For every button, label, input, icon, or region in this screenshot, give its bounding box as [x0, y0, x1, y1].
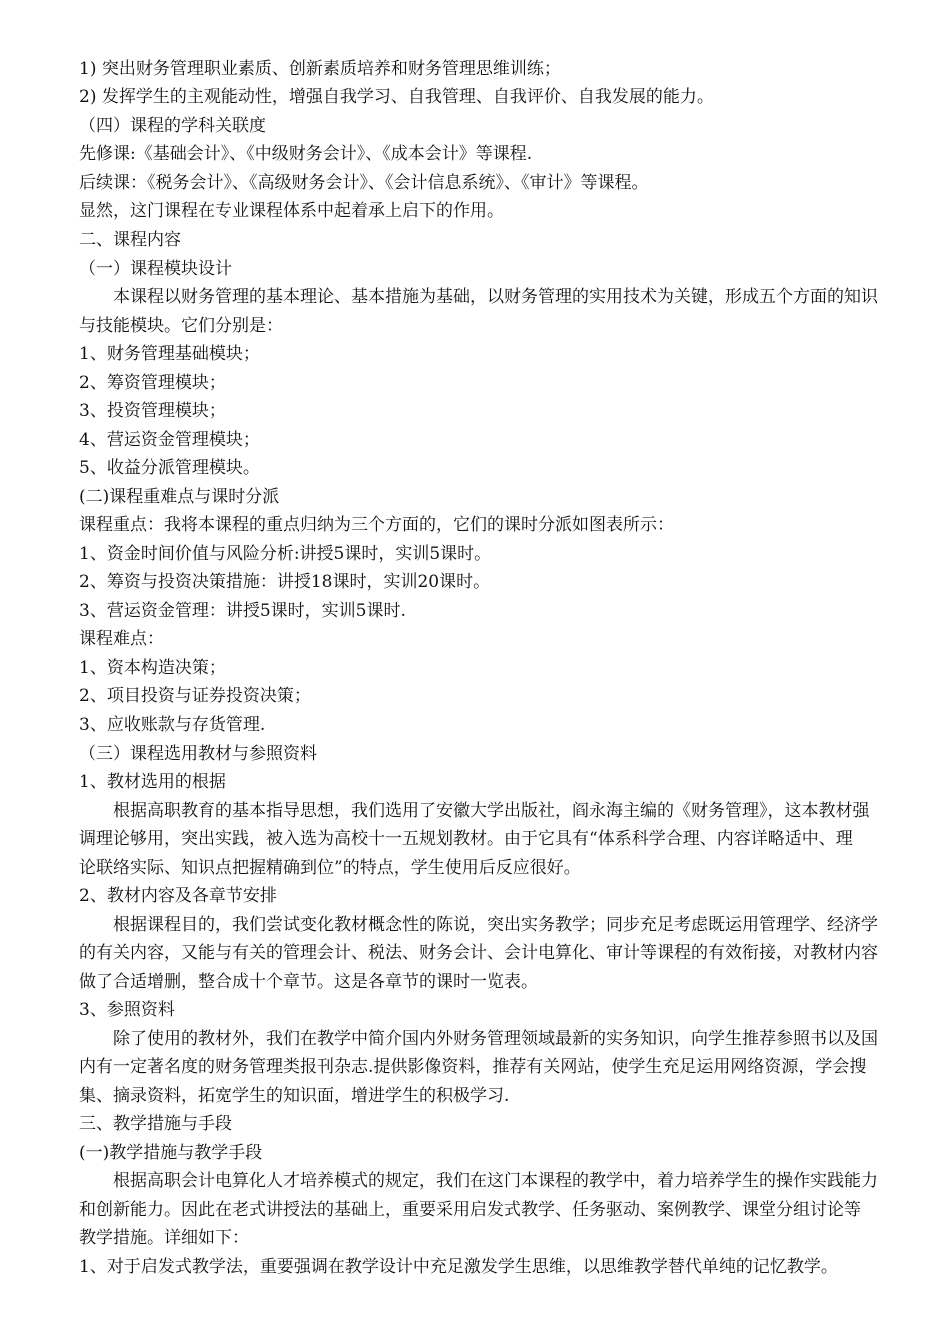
- paragraph-line: 根据课程目的，我们尝试变化教材概念性的陈说，突出实务教学；同步充足考虑既运用管理学、经济学: [79, 915, 878, 935]
- list-item: 1、资金时间价值与风险分析:讲授5课时，实训5课时。: [79, 544, 492, 564]
- list-item: 3、应收账款与存货管理.: [79, 715, 266, 735]
- list-item: 5、收益分派管理模块。: [79, 458, 260, 478]
- paragraph-line: 课程难点：: [79, 629, 164, 649]
- paragraph-line: 课程重点：我将本课程的重点归纳为三个方面的，它们的课时分派如图表所示：: [79, 515, 674, 535]
- paragraph-line: 本课程以财务管理的基本理论、基本措施为基础，以财务管理的实用技术为关键，形成五个方面的知识: [79, 287, 878, 307]
- paragraph-line: 教学措施。详细如下：: [79, 1228, 249, 1248]
- subsection-heading: 2、教材内容及各章节安排: [79, 886, 277, 906]
- paragraph-line: 的有关内容，又能与有关的管理会计、税法、财务会计、会计电算化、审计等课程的有效衔接，对教材内容: [79, 943, 878, 963]
- subsection-heading: 1、教材选用的根据: [79, 772, 226, 792]
- paragraph-line: 除了使用的教材外，我们在教学中简介国内外财务管理领域最新的实务知识，向学生推荐参照书以及国: [79, 1029, 878, 1049]
- paragraph-line: 根据高职教育的基本指导思想，我们选用了安徽大学出版社，阎永海主编的《财务管理》，这本教材强: [79, 801, 870, 821]
- section-heading: (一)教学措施与教学手段: [79, 1143, 263, 1163]
- list-item: 4、营运资金管理模块；: [79, 430, 260, 450]
- list-item: 2、筹资与投资决策措施：讲授18课时，实训20课时。: [79, 572, 491, 592]
- list-item: 1、对于启发式教学法，重要强调在教学设计中充足激发学生思维，以思维教学替代单纯的记忆教学。: [79, 1257, 838, 1277]
- paragraph-line: 根据高职会计电算化人才培养模式的规定，我们在这门本课程的教学中，着力培养学生的操作实践能力: [79, 1171, 878, 1191]
- paragraph-line: 先修课:《基础会计》、《中级财务会计》、《成本会计》等课程.: [79, 144, 533, 164]
- list-item: 1、资本构造决策；: [79, 658, 226, 678]
- paragraph-line: 论联络实际、知识点把握精确到位”的特点，学生使用后反应很好。: [79, 858, 581, 878]
- paragraph-line: 显然，这门课程在专业课程体系中起着承上启下的作用。: [79, 201, 504, 221]
- list-item: 3、营运资金管理：讲授5课时，实训5课时.: [79, 601, 406, 621]
- paragraph-line: 调理论够用，突出实践，被入选为高校十一五规划教材。由于它具有“体系科学合理、内容详略适中、理: [79, 829, 853, 849]
- section-heading: （一）课程模块设计: [79, 259, 232, 279]
- subsection-heading: 3、参照资料: [79, 1000, 175, 1020]
- paragraph-line: 做了合适增删，整合成十个章节。这是各章节的课时一览表。: [79, 972, 538, 992]
- paragraph-line: 和创新能力。因此在老式讲授法的基础上，重要采用启发式教学、任务驱动、案例教学、课堂分组讨论等: [79, 1200, 861, 1220]
- paragraph-line: 后续课：《税务会计》、《高级财务会计》、《会计信息系统》、《审计》等课程。: [79, 173, 649, 193]
- list-item: 3、投资管理模块；: [79, 401, 226, 421]
- section-heading: 三、教学措施与手段: [79, 1114, 232, 1134]
- list-item: 2、筹资管理模块；: [79, 373, 226, 393]
- paragraph-line: 2) 发挥学生的主观能动性，增强自我学习、自我管理、自我评价、自我发展的能力。: [79, 87, 714, 107]
- paragraph-line: 与技能模块。它们分别是：: [79, 316, 283, 336]
- list-item: 1、财务管理基础模块；: [79, 344, 260, 364]
- section-heading: （三）课程选用教材与参照资料: [79, 744, 317, 764]
- section-heading: (二)课程重难点与课时分派: [79, 487, 280, 507]
- list-item: 2、项目投资与证券投资决策；: [79, 686, 311, 706]
- section-heading: （四）课程的学科关联度: [79, 116, 266, 136]
- section-heading: 二、课程内容: [79, 230, 181, 250]
- paragraph-line: 1) 突出财务管理职业素质、创新素质培养和财务管理思维训练；: [79, 59, 561, 79]
- paragraph-line: 内有一定著名度的财务管理类报刊杂志.提供影像资料，推荐有关网站，使学生充足运用网络资源，学会搜: [79, 1057, 867, 1077]
- paragraph-line: 集、摘录资料，拓宽学生的知识面，增进学生的积极学习.: [79, 1086, 510, 1106]
